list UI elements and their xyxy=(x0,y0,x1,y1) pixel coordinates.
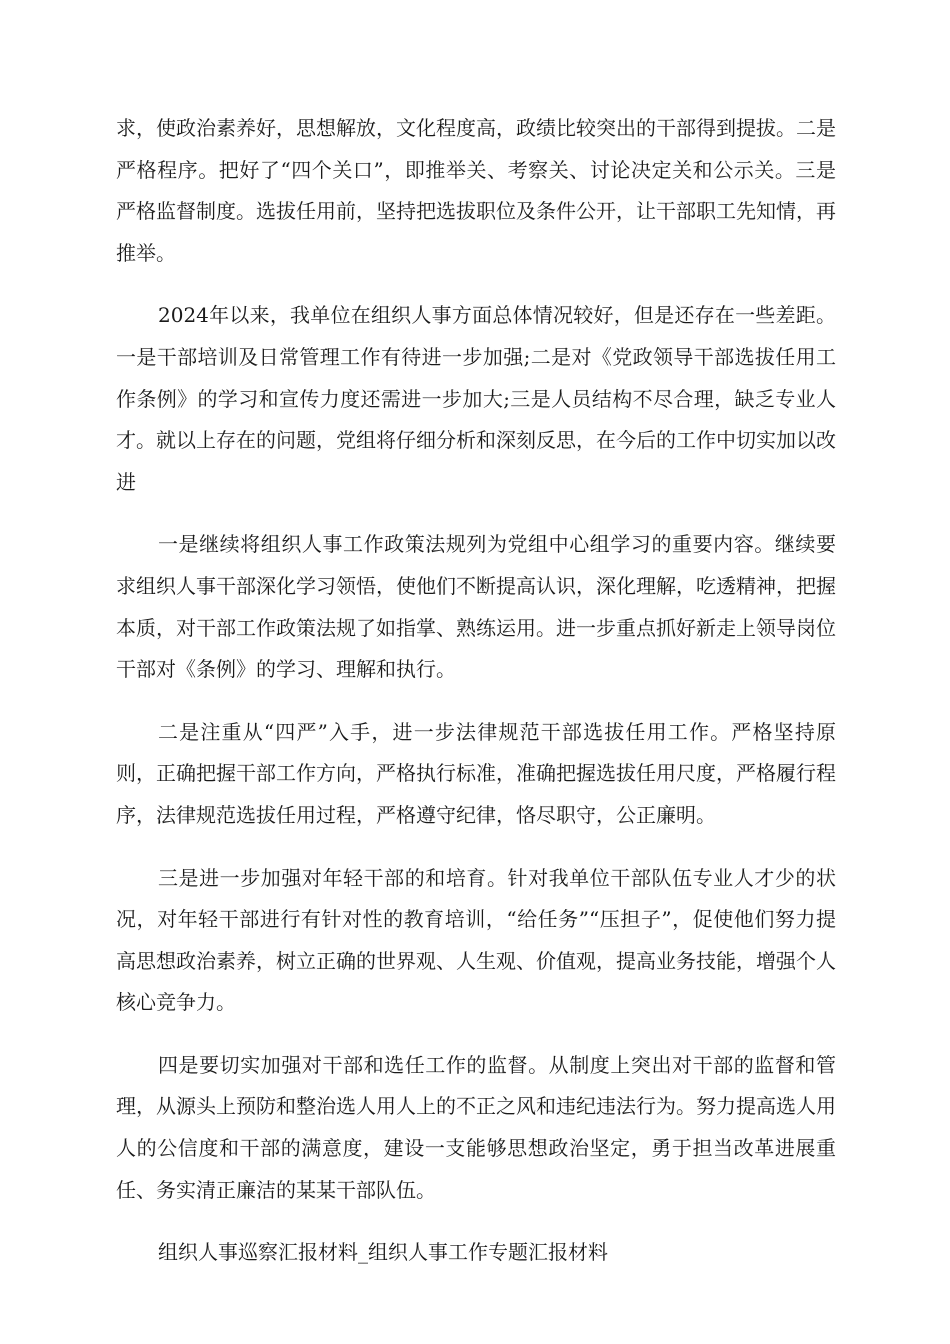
paragraph-measure-one: 一是继续将组织人事工作政策法规列为党组中心组学习的重要内容。继续要求组织人事干部深化学习领悟，使他们不断提高认识，深化理解，吃透精神，把握本质，对干部工作政策法规了如指掌、熟练运用。进一步重点抓好新走上领导岗位干部对《条例》的学习、理解和执行。 xyxy=(116,532,836,682)
document-body xyxy=(116,108,836,1295)
paragraph-document-title-footer: 组织人事巡察汇报材料_组织人事工作专题汇报材料 xyxy=(158,1240,608,1265)
paragraph-overview-shortcomings: 2024年以来，我单位在组织人事方面总体情况较好，但是还存在一些差距。一是干部培训及日常管理工作有待进一步加强;二是对《党政领导干部选拔任用工作条例》的学习和宣传力度还需进一步加大;三是人员结构不尽合理，缺乏专业人才。就以上存在的问题，党组将仔细分析和深刻反思，在今后的工作中切实加以改进 xyxy=(116,303,836,494)
paragraph-measure-two: 二是注重从“四严”入手，进一步法律规范干部选拔任用工作。严格坚持原则，正确把握干部工作方向，严格执行标准，准确把握选拔任用尺度，严格履行程序，法律规范选拔任用过程，严格遵守纪律，恪尽职守，公正廉明。 xyxy=(116,719,836,827)
paragraph-measure-three: 三是进一步加强对年轻干部的和培育。针对我单位干部队伍专业人才少的状况，对年轻干部进行有针对性的教育培训，“给任务”“压担子”，促使他们努力提高思想政治素养，树立正确的世界观、人生观、价值观，提高业务技能，增强个人核心竞争力。 xyxy=(116,865,836,1015)
paragraph-continuation: 求，使政治素养好，思想解放，文化程度高，政绩比较突出的干部得到提拔。二是严格程序。把好了“四个关口”，即推举关、考察关、讨论决定关和公示关。三是严格监督制度。选拔任用前，坚持把选拔职位及条件公开，让干部职工先知情，再推举。 xyxy=(116,116,836,265)
paragraph-measure-four: 四是要切实加强对干部和选任工作的监督。从制度上突出对干部的监督和管理，从源头上预防和整治选人用人上的不正之风和违纪违法行为。努力提高选人用人的公信度和干部的满意度，建设一支能够思想政治坚定，勇于担当改革进展重任、务实清正廉洁的某某干部队伍。 xyxy=(116,1052,836,1202)
